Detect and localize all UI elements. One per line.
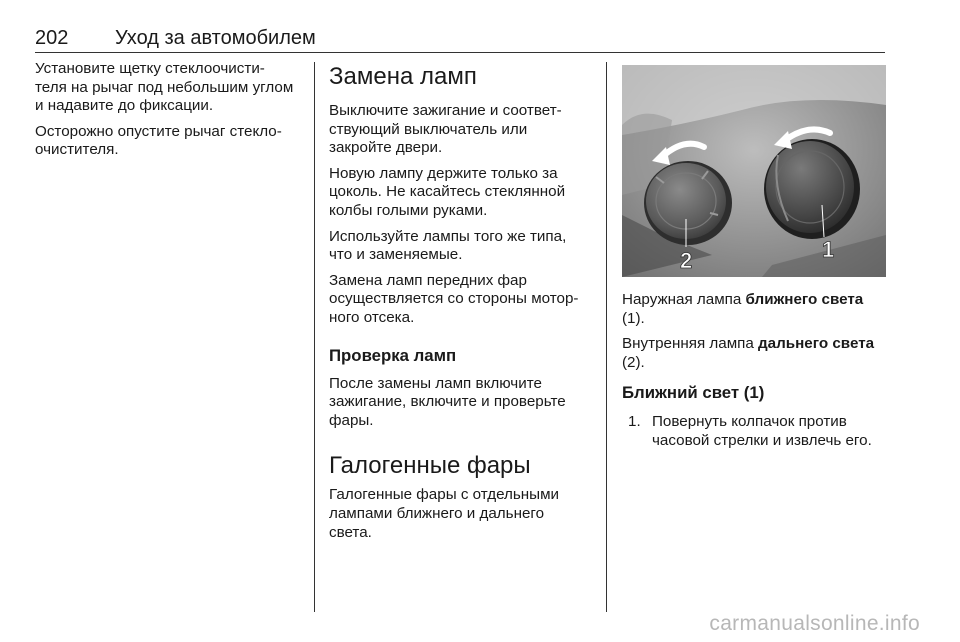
caption-ref: (1). (622, 309, 645, 327)
watermark: carmanualsonline.info (709, 612, 920, 635)
subheading-bulb-check: Проверка ламп (329, 345, 457, 365)
column-middle (329, 60, 591, 549)
caption-text: Внутренняя лампа (622, 335, 759, 353)
headlamp-caps-photo (622, 65, 886, 277)
caption-low-beam (622, 291, 888, 328)
paragraph: Установите щетку стеклоочисти-теля на рычаг под небольшим углом и надавите до фиксации. (35, 60, 294, 115)
column-left (35, 60, 295, 167)
section-title: Уход за автомобилем (115, 27, 316, 49)
heading-halogen-headlights: Галогенные фары (329, 452, 531, 480)
page-number: 202 (35, 27, 69, 49)
paragraph: Используйте лампы того же типа, что и заменяемые. (329, 227, 567, 264)
paragraph: Осторожно опустите рычаг стекло-очистителя. (35, 122, 282, 159)
subheading-low-beam: Ближний свет (1) (622, 383, 765, 403)
paragraph: Галогенные фары с отдельными лампами ближнего и дальнего света. (329, 486, 560, 541)
paragraph: Новую лампу держите только за цоколь. Не касайтесь стеклянной колбы голыми руками. (329, 164, 566, 219)
column-divider (606, 62, 607, 612)
callout-1: 1 (822, 237, 835, 262)
instruction-step (628, 413, 888, 450)
step-text: Повернуть колпачок против часовой стрелки и извлечь его. (652, 413, 872, 449)
column-divider (314, 62, 315, 612)
paragraph: После замены ламп включите зажигание, включите и проверьте фары. (329, 374, 566, 429)
step-number: 1. (628, 413, 641, 431)
callout-2: 2 (680, 248, 693, 273)
paragraph: Выключите зажигание и соответ-ствующий выключатель или закройте двери. (329, 102, 562, 157)
caption-bold: дальнего света (758, 335, 875, 353)
caption-high-beam (622, 335, 888, 372)
caption-text: Наружная лампа (622, 291, 746, 308)
caption-ref: (2). (622, 353, 645, 371)
caption-bold: ближнего света (745, 291, 864, 308)
paragraph: Замена ламп передних фар осуществляется со стороны мотор-ного отсека. (329, 271, 579, 326)
column-right (622, 60, 888, 458)
heading-bulb-replacement: Замена ламп (329, 63, 477, 90)
page-header (35, 26, 885, 53)
